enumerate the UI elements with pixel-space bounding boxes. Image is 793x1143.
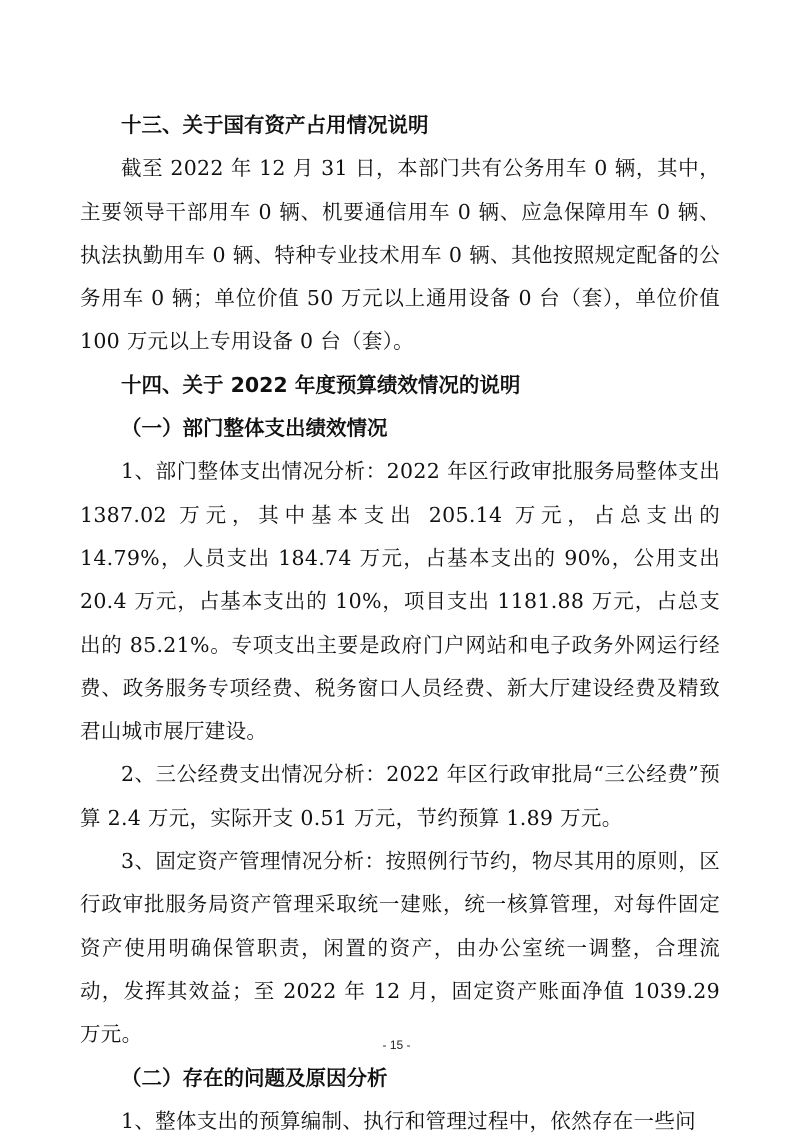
section-heading-14: 十四、关于 2022 年度预算绩效情况的说明	[121, 372, 521, 397]
paragraph-problems: 1、整体支出的预算编制、执行和管理过程中，依然存在一些问	[121, 1108, 696, 1133]
paragraph-vehicles: 截至 2022 年 12 月 31 日，本部门共有公务用车 0 辆，其中，主要领导干部用车 0 辆、机要通信用车 0 辆、应急保障用车 0 辆、执法执勤用车 0 辆、特种专业技术用车 0 辆、其他按照规定配备的公务用车 0 辆；单位价值 50 万元以上通用设备 0 台（套），单位价值 100 万元以上专用设备 0 台（套）。	[80, 156, 720, 354]
paragraph-fixed-assets: 3、固定资产管理情况分析：按照例行节约，物尽其用的原则，区行政审批服务局资产管理采取统一建账，统一核算管理，对每件固定资产使用明确保管职责，闲置的资产，由办公室统一调整，合理流动，发挥其效益；至 2022 年 12 月，固定资产账面净值 1039.29 万元。	[80, 849, 720, 1047]
subsection-heading-1: （一）部门整体支出绩效情况	[121, 416, 388, 441]
paragraph-three-public-expenses: 2、三公经费支出情况分析：2022 年区行政审批局“三公经费”预算 2.4 万元，实际开支 0.51 万元，节约预算 1.89 万元。	[80, 762, 720, 830]
page-number: - 15 -	[382, 1038, 411, 1052]
subsection-heading-2: （二）存在的问题及原因分析	[121, 1065, 388, 1090]
paragraph-overall-expenditure: 1、部门整体支出情况分析：2022 年区行政审批服务局整体支出 1387.02 万元，其中基本支出 205.14 万元，占总支出的 14.79%，人员支出 184.74 万元，占基本支出的 90%，公用支出 20.4 万元，占基本支出的 10%，项目支出 1181.88 万元，占总支出的 85.21%。专项支出主要是政府门户网站和电子政务外网运行经费、政务服务专项经费、税务窗口人员经费、新大厅建设经费及精致君山城市展厅建设。	[80, 459, 720, 744]
section-heading-13: 十三、关于国有资产占用情况说明	[121, 113, 429, 137]
document-body	[80, 104, 720, 1143]
